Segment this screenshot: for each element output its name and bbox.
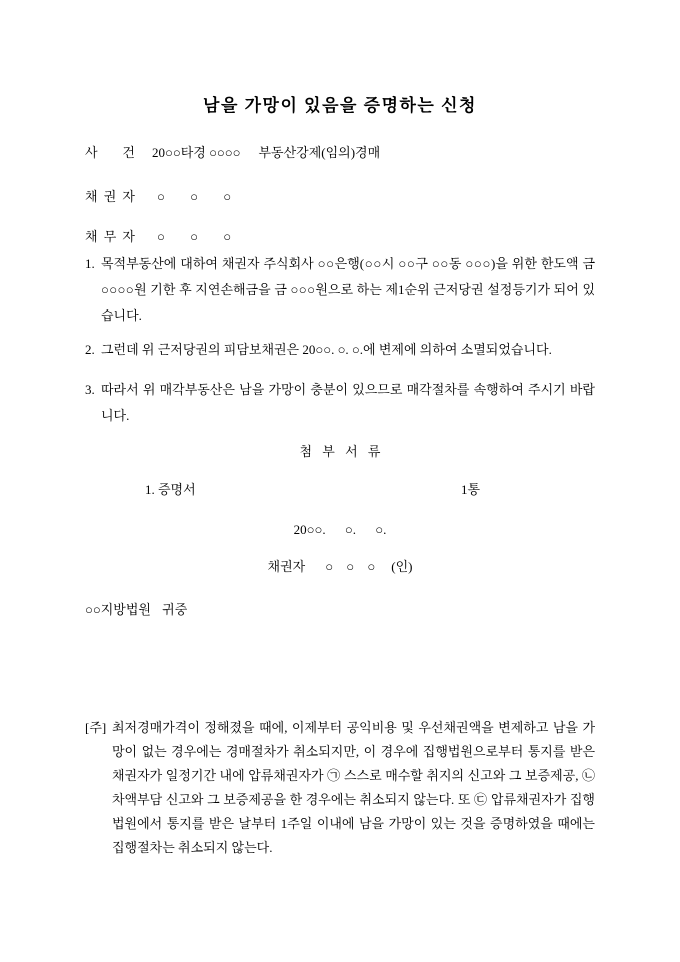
signature-label: 채권자 bbox=[267, 559, 306, 574]
paragraph-number: 2. bbox=[85, 342, 95, 357]
attachment-count: 1통 bbox=[460, 482, 480, 497]
debtor-label: 채 무 자 bbox=[85, 229, 135, 244]
recipient-court: ○○지방법원 귀중 bbox=[85, 602, 188, 617]
paragraph-text: 목적부동산에 대하여 채권자 주식회사 ○○은행(○○시 ○○구 ○○동 ○○○)을 위한 한도액 금 ○○○○원 기한 후 지연손해금을 금 ○○○원으로 하는 제1순위 근저당권 설정등기가 되어 있습니다. bbox=[101, 256, 595, 323]
creditor-row bbox=[85, 188, 595, 206]
case-number-row bbox=[85, 144, 595, 162]
footnote-text: 최저경매가격이 정해졌을 때에, 이제부터 공익비용 및 우선채권액을 변제하고 남을 가망이 없는 경우에는 경매절차가 취소되지만, 이 경우에 집행법원으로부터 통지를 받은 채권자가 일정기간 내에 압류채권자가 ㉠ 스스로 매수할 취지의 신고와 그 보증제공, ㉡ 차액부담 신고와 그 보증제공을 한 경우에는 취소되지 않는다. 또 ㉢ 압류채권자가 집행법원에서 통지를 받은 날부터 1주일 이내에 남을 가망이 있는 것을 증명하였을 때에는 집행절차는 취소되지 않는다. bbox=[112, 720, 595, 855]
creditor-label: 채 권 자 bbox=[85, 189, 135, 204]
attachment-name: 1. 증명서 bbox=[145, 482, 196, 497]
case-label: 사 건 bbox=[85, 145, 135, 160]
paragraph-number: 3. bbox=[85, 382, 95, 397]
body-paragraph-2 bbox=[85, 337, 595, 363]
debtor-name: ○ ○ ○ bbox=[157, 229, 232, 244]
body-paragraph-3 bbox=[85, 377, 595, 429]
footnote bbox=[85, 716, 595, 860]
creditor-name: ○ ○ ○ bbox=[157, 189, 232, 204]
date-line: 20○○. ○. ○. bbox=[293, 522, 387, 537]
signature-line bbox=[85, 558, 595, 576]
case-number: 20○○타경 ○○○○ bbox=[152, 145, 241, 160]
signature-name: ○ ○ ○ bbox=[325, 559, 376, 574]
signature-seal: (인) bbox=[391, 559, 413, 574]
debtor-row bbox=[85, 228, 595, 246]
body-paragraph-1 bbox=[85, 251, 595, 329]
attachment-item bbox=[85, 481, 595, 499]
paragraph-text: 그런데 위 근저당권의 피담보채권은 20○○. ○. ○.에 변제에 의하여 소멸되었습니다. bbox=[101, 342, 552, 357]
paragraph-text: 따라서 위 매각부동산은 남을 가망이 충분이 있으므로 매각절차를 속행하여 주시기 바랍니다. bbox=[101, 382, 595, 423]
paragraph-number: 1. bbox=[85, 256, 95, 271]
document-title: 남을 가망이 있음을 증명하는 신청 bbox=[203, 96, 477, 115]
attachments-heading: 첨 부 서 류 bbox=[299, 444, 381, 459]
footnote-marker: [주] bbox=[85, 720, 107, 735]
case-type: 부동산강제(임의)경매 bbox=[258, 145, 381, 160]
